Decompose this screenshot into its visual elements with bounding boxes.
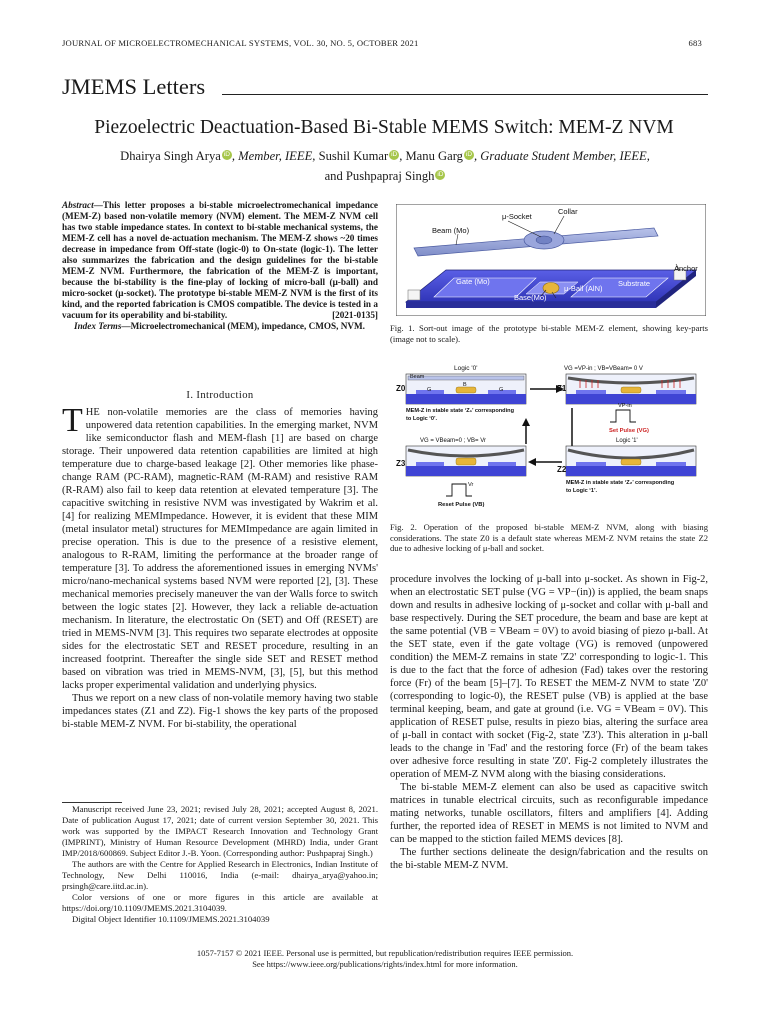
z1-note-2: to Logic ‘0’. (406, 416, 438, 422)
author-name: and Pushpapraj Singh (324, 169, 435, 183)
right-paragraph-1: procedure involves the locking of μ-ball into μ-socket. As shown in Fig-2, when an electrostatic SET pulse (VG = VP−(in)) is applied, the beam snaps down and results in adhesive locking of μ-socket and collar with μ-ball and base respectively. During the SET procedure, the beam and base are kept at the same potential (VB = VBeam = 0V) to avoid biasing of piezo μ-ball. At the SET state, even if the gate voltage (VG) is removed (unpowered condition) the MEM-Z remains in state 'Z2' corresponding to logic-1. This is due to the fact that the force of adhesion (Fad) takes over the restoring force (Fr) of the beam [5]–[7]. To RESET the MEM-Z NVM to state 'Z0' (corresponding to logic-0), the RESET pulse (VB) is applied at the base terminal keeping, beam, and gate at ground (i.e. VG = VBeam = 0V). This application of RESET pulse, results in piezo bias, altering the surface area of μ-ball in contact with socket (Fig-2, state 'Z3'). This alteration in μ-ball leads to the change in 'Fad' and the restoring force (Fr) of the beam takes over adhesive force resulting in state 'Z0'. Fig-2 completely illustrates the operation of MEM-Z NVM along with the biasing considerations. (390, 574, 708, 781)
set-pulse-waveform (610, 410, 636, 422)
label-set-pulse: Set Pulse (VG) (609, 428, 649, 434)
index-terms-text: —Microelectromechanical (MEM), impedance, CMOS, NVM. (121, 321, 365, 331)
right-column-body (390, 573, 708, 872)
abstract (62, 200, 378, 322)
z2-note-2: to Logic ‘1’. (566, 488, 598, 494)
journal-name: JOURNAL OF MICROELECTROMECHANICAL SYSTEMS, VOL. 30, NO. 5, OCTOBER 2021 (62, 38, 419, 48)
copyright-line-1: 1057-7157 © 2021 IEEE. Personal use is permitted, but republication/redistribution requires IEEE permission. (196, 948, 574, 958)
label-z0: Z0 (396, 384, 406, 393)
label-g-right: G (499, 387, 504, 393)
arrow-head (522, 418, 530, 426)
figure-2 (394, 362, 708, 512)
label-collar: Collar (558, 207, 578, 216)
label-z2: Z2 (557, 465, 567, 474)
author-name: , Manu Garg (399, 149, 463, 163)
label-gate-left: Gate (Mo) (456, 277, 490, 286)
intro-paragraph-1 (62, 402, 378, 692)
orcid-icon[interactable]: iD (437, 171, 444, 178)
label-logic0: Logic '0' (454, 365, 478, 372)
author-name: , Sushil Kumar (312, 149, 389, 163)
running-head (62, 38, 702, 48)
intro-body (62, 402, 378, 731)
label-vr: Vr (468, 482, 474, 488)
label-socket: μ-Socket (502, 212, 532, 221)
abstract-text: —This letter proposes a bi-stable microelectromechanical impedance (MEM-Z) based non-volatile memory (NVM) element. The MEM-Z NVM cell has two stable impedance states. In context to bi-stable mechanical systems, the MEM-Z cell has a novel de-actuation mechanism. The MEM-Z shows ~20 times decrease in impedance from Off-state (logic-0) to On-state (logic-1). The letter also summarizes the fabrication and the design guidelines for the bi-stable MEM-Z NVM. Furthermore, the fabrication of the MEM-Z is important, because the bi-stability is the fine-play of locking of micro-ball (μ-ball) and micro-socket (μ-socket). The prototype bi-stable MEM-Z NVM is the first of its kind, and the reported fabrication is CMOS compatible. The device is tested in a vacuum for its operability and bi-stability. (62, 200, 378, 321)
micro-socket (536, 236, 552, 244)
index-terms-label: Index Terms (74, 321, 122, 331)
footnote-color: Color versions of one or more figures in this article are available at https://doi.org/10.1109/JMEMS.2021.3104039. (62, 891, 378, 913)
label-bias-reset: VG = VBeam=0 ; VB= Vr (420, 438, 486, 444)
author-name: Dhairya Singh Arya (120, 149, 221, 163)
label-ball: μ-Ball (AlN) (564, 284, 603, 293)
figure-1 (396, 204, 706, 316)
author-affiliation: , Member, IEEE (231, 149, 313, 163)
label-vpin: VP-in (618, 403, 632, 409)
figure-2-caption: Fig. 2. Operation of the proposed bi-stable MEM-Z NVM, along with biasing considerations. The state Z0 is a default state whereas MEM-Z NVM retains the state Z2 due to adhesive locking of μ-ball and socket. (390, 522, 708, 554)
abstract-code: [2021-0135] (332, 310, 378, 321)
orcid-icon[interactable]: iD (391, 151, 398, 158)
article-title: Piezoelectric Deactuation-Based Bi-Stable MEMS Switch: MEM-Z NVM (94, 117, 674, 138)
label-beam: Beam (Mo) (432, 226, 470, 235)
micro-ball (543, 283, 559, 294)
page-number: 683 (688, 38, 702, 48)
substrate-side (406, 302, 656, 308)
author-block (62, 146, 708, 186)
author-line-1 (62, 146, 708, 166)
copyright-notice (62, 948, 708, 970)
label-z3: Z3 (396, 459, 406, 468)
intro-paragraph-2: Thus we report on a new class of non-volatile memory having two stable impedances states (Z1 and Z2). Fig-1 shows the key parts of the proposed bi-stable MEM-Z NVM. For bi-stability, the operational (62, 693, 378, 731)
state-z3-panel (406, 446, 526, 476)
footnote-manuscript: Manuscript received June 23, 2021; revised July 28, 2021; accepted August 8, 2021. Date of publication August 17, 2021; date of current version September 30, 2021. This work was supported by the IMPACT Research Innovation and Technology Grant (IMPRINT), Ministry of Human Resource Development (MHRD) India, under Grant IMP/2018/600869. Subject Editor J.-B. Yoon. (Corresponding author: Pushpapraj Singh.) (62, 804, 378, 858)
figure-1-caption: Fig. 1. Sort-out image of the prototype bi-stable MEM-Z element, showing key-parts (image not to scale). (390, 323, 708, 344)
footnote-affiliation: The authors are with the Centre for Applied Research in Electronics, Indian Institute of Technology, New Delhi 110016, India (e-mail: dhairya_arya@yahoo.in; prsingh@care.iitd.ac.in). (62, 858, 378, 891)
intro-heading: I. Introduction (186, 390, 254, 401)
right-paragraph-3: The further sections delineate the design/fabrication and the results on the bi-stable MEM-Z NVM. (390, 847, 708, 872)
section-rule (222, 94, 708, 95)
right-paragraph-2: The bi-stable MEM-Z element can also be used as capacitive switch matrices in tunable electrical circuits, such as reconfigurable impedance mating networks, tunable oscillators, filters and amplifiers [4]. Adding further, the reported idea of RESET in MEMS is not limited to NVM and can be mapped to the stiction failed MEMS devices [8]. (390, 782, 708, 846)
drop-cap: T (62, 402, 83, 439)
author-affiliation: , Graduate Student Member, IEEE, (473, 149, 650, 163)
z2-note-1: MEM-Z in stable state ‘Z₂’ corresponding (566, 480, 675, 486)
paragraph-text: HE non-volatile memories are the class of memories having unpowered data retention capabilities. In the emerging market, NVM like semiconductor flash and MEM-flash [1] are based on charge storage. Their unpowered data retention capabilities are limited at high temperature due to charge-based leakage [2]. Other memories like phase-change RAM (PC-RAM), magnetic-RAM (M-RAM) and resistive RAM (R-RAM) also fail to keep data retention at elevated temperature [3]. The capacitive switching in resistive NVM was investigated by Wakrim et al. [4] for realizing MEMImpedance. However, it is evident that these MIM (metal insulator metal) structures for MEMImpedance are again limited in precise operation. This is due to the presence of a resistive element, analogous to R-RAM, limiting the performance at the broader range of temperature [3]. To address the aforementioned issues in emerging NVMs' micro/nano-mechanical systems based NVM were reported [2], [3]. These mechanical memories precisely maneuver the van der Walls force to switch between the logic states [2]. However, they lack a reliable de-actuation mechanism. In literature, the electrostatic On (SET) and Off (RESET) are tried in MEMS-NVM [3]. This requires two separate electrodes at opposite sides for the electrostatic SET and RESET procedure, resulting in an increased footprint. Thereafter the single side SET and RESET method based on vibration was tried in MEMS-NVM, [3], [5], but this method lacks proper experimental validation and underlying physics. (62, 407, 378, 692)
label-substrate: Substrate (618, 279, 651, 288)
footnotes (62, 804, 378, 924)
abstract-label: Abstract (62, 200, 94, 210)
section-heading (62, 74, 708, 100)
label-reset-pulse: Reset Pulse (VB) (438, 502, 485, 508)
index-terms (62, 321, 378, 332)
footnote-doi: Digital Object Identifier 10.1109/JMEMS.2021.3104039 (72, 913, 270, 924)
label-beam: Beam (410, 374, 425, 380)
anchor-left (408, 290, 420, 300)
label-b: B (463, 382, 467, 388)
arrow-head (528, 458, 536, 466)
author-line-2 (62, 166, 708, 186)
label-z1: Z1 (557, 384, 567, 393)
footnote-rule (62, 802, 122, 803)
section-title: JMEMS Letters (62, 74, 206, 99)
label-gate-right: Gate (624, 252, 641, 261)
state-z2-panel (566, 446, 696, 476)
label-bias-set: VG =VP-in ; VB=VBeam= 0 V (564, 366, 643, 372)
orcid-icon[interactable]: iD (223, 151, 230, 158)
label-logic1: Logic '1' (616, 438, 638, 444)
label-g-left: G (427, 387, 432, 393)
state-z1-panel (566, 374, 696, 404)
label-base: Base(Mo) (514, 293, 547, 302)
z1-note-1: MEM-Z in stable state ‘Z₁’ corresponding (406, 408, 514, 414)
label-anchor: Anchor (674, 264, 698, 273)
copyright-line-2: See https://www.ieee.org/publications/rights/index.html for more information. (252, 959, 518, 969)
orcid-icon[interactable]: iD (465, 151, 473, 158)
